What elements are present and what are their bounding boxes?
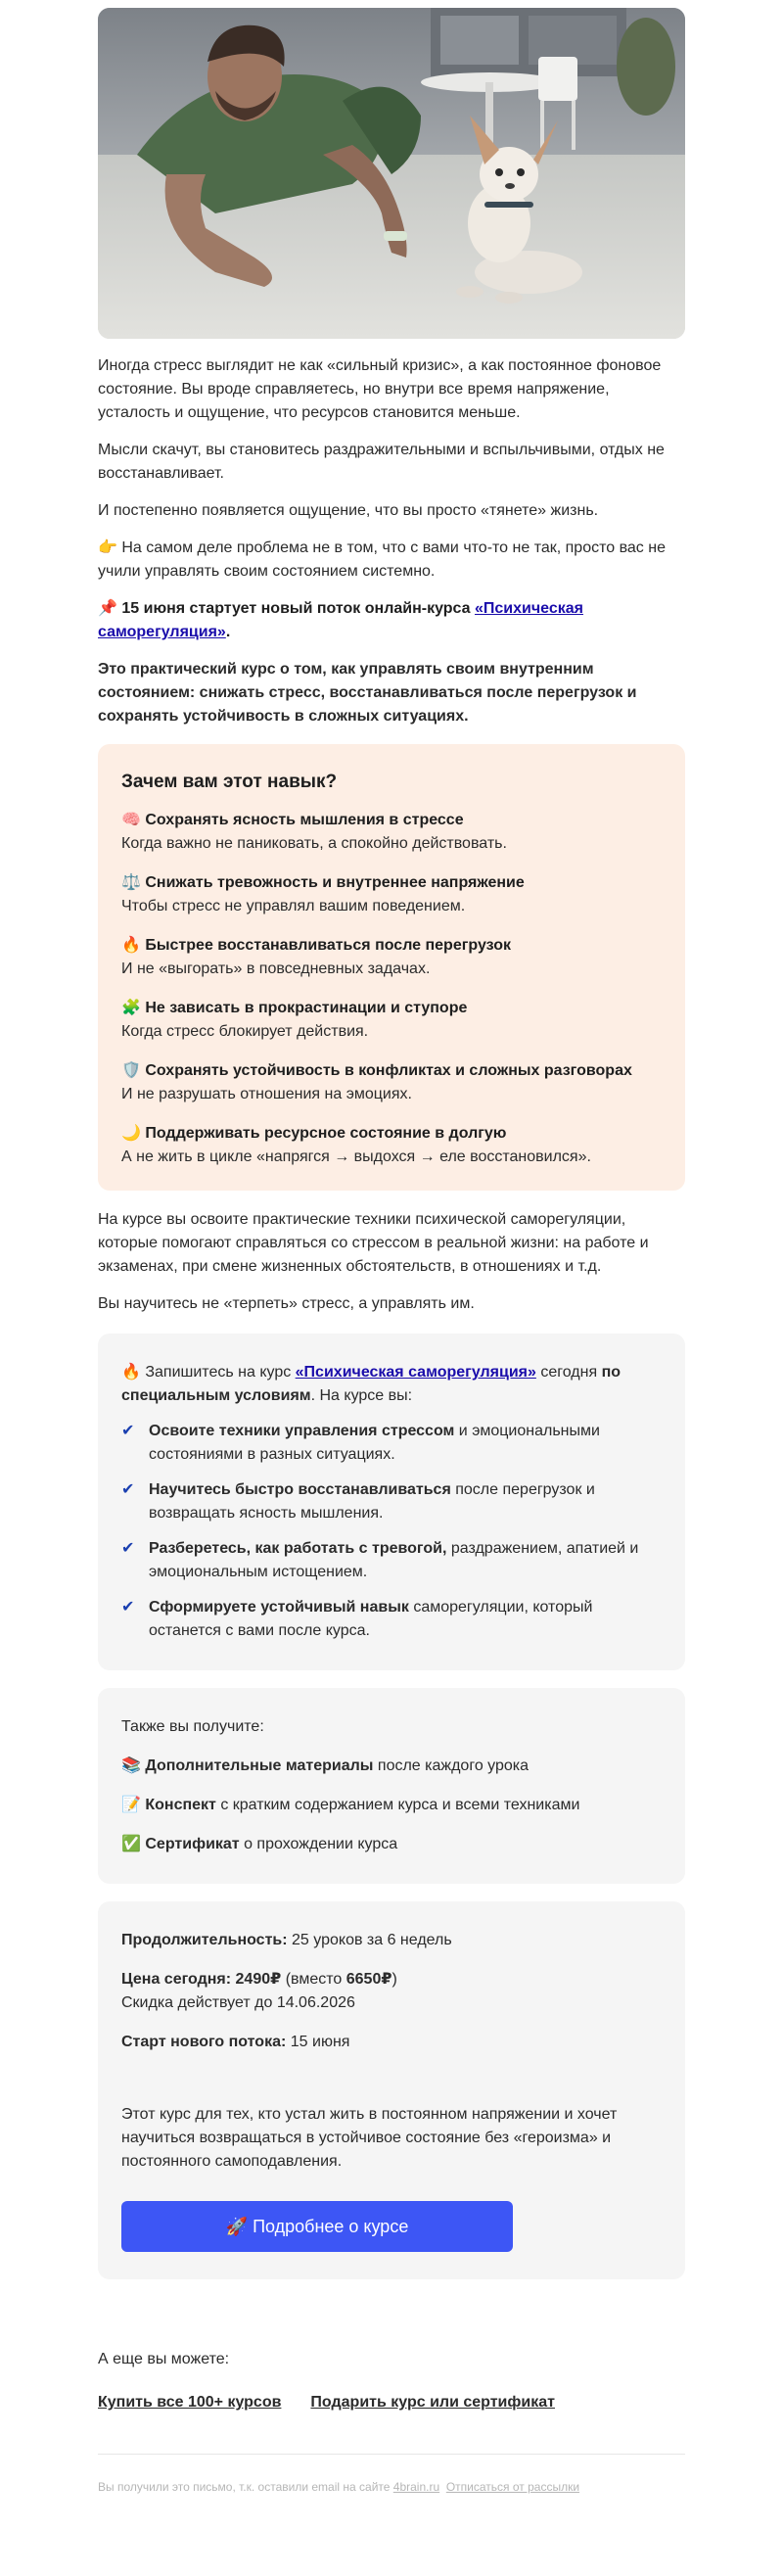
price-row [121, 1968, 662, 2015]
why-item-title: ⚖️ Снижать тревожность и внутреннее напряжение [121, 874, 525, 891]
outro-paragraph-1: На курсе вы освоите практические техники психической саморегуляции, которые помогают справляться со стрессом в реальной жизни: на работе и экзаменах, при смене жизненных обстоятельств, в отношениях и т.д. [98, 1211, 649, 1275]
benefit-rest: саморегуляции, который останется с вами после курса. [149, 1599, 593, 1639]
bonus-item [121, 1833, 662, 1856]
benefit-rest: после перегрузок и возвращать ясность мышления. [149, 1481, 595, 1522]
intro-paragraph-4: 👉 На самом деле проблема не в том, что с вами что-то не так, просто вас не учили управлять своим состоянием системно. [98, 539, 666, 580]
why-item-title: 🛡️ Сохранять устойчивость в конфликтах и сложных разговорах [121, 1062, 632, 1079]
more-links [98, 2391, 685, 2414]
benefit-row [121, 1420, 662, 1467]
signup-card [98, 1334, 685, 1670]
bonus-bold: Сертификат [145, 1836, 240, 1852]
course-highlight: Это практический курс о том, как управлять своим внутренним состоянием: снижать стресс, восстанавливаться после перегрузок и сохранять устойчивость в сложных ситуациях. [98, 661, 637, 725]
signup-special: по специальным условиям [121, 1364, 621, 1404]
why-item [121, 997, 662, 1044]
bonus-rest: о прохождении курса [239, 1836, 398, 1852]
hero-image [98, 8, 685, 339]
why-item-title: 🔥 Быстрее восстанавливаться после перегрузок [121, 937, 511, 954]
why-skill-title: Зачем вам этот навык? [121, 772, 338, 792]
bonus-rest: после каждого урока [373, 1757, 530, 1774]
why-item [121, 1122, 662, 1169]
announcement-lead: 📌 15 июня стартует новый поток онлайн-курса [98, 600, 475, 617]
why-item [121, 809, 662, 856]
audience-text: Этот курс для тех, кто устал жить в постоянном напряжении и хочет научиться возвращаться в устойчивое состояние без «героизма» и постоянного самоподавления. [121, 2106, 618, 2170]
signup-mid: сегодня [535, 1364, 602, 1381]
benefit-rest: раздражением, апатией и эмоциональным истощением. [149, 1540, 639, 1580]
start-label: Старт нового потока: [121, 2034, 287, 2050]
signup-lead: 🔥 Запишитесь на курс [121, 1364, 296, 1381]
benefit-bold: Освоите техники управления стрессом [149, 1423, 455, 1439]
announcement-tail: . [225, 624, 231, 640]
signup-course-link[interactable]: «Психическая саморегуляция» [295, 1364, 536, 1381]
duration-value: 25 уроков за 6 недель [287, 1932, 452, 1948]
why-item [121, 934, 662, 981]
more-title: А еще вы можете: [98, 2351, 230, 2367]
unsubscribe-link[interactable]: Отписаться от рассылки [445, 2480, 580, 2494]
benefit-bold: Научитесь быстро восстанавливаться [149, 1481, 451, 1498]
buy-all-courses-link[interactable]: Купить все 100+ курсов [98, 2394, 282, 2411]
email-body [98, 8, 685, 2515]
benefit-rest: и эмоциональными состояниями в разных ситуациях. [149, 1423, 600, 1463]
course-info-card [98, 1901, 685, 2279]
checkmark-icon: ✔ [121, 1540, 135, 1557]
signup-tail: . На курсе вы: [310, 1387, 413, 1404]
bonus-item [121, 1794, 662, 1817]
checkmark-icon: ✔ [121, 1599, 135, 1616]
footer [98, 2455, 685, 2515]
start-value: 15 июня [286, 2034, 350, 2050]
start-row [121, 2031, 662, 2054]
gift-course-link[interactable]: Подарить курс или сертификат [310, 2394, 555, 2411]
why-skill-card [98, 744, 685, 1191]
outro-paragraph-2: Вы научитесь не «терпеть» стресс, а управлять им. [98, 1295, 475, 1312]
price-label: Цена сегодня: 2490₽ [121, 1971, 282, 1988]
course-link[interactable]: «Психическая саморегуляция» [98, 600, 583, 640]
check-mark-icon: ✅ [121, 1836, 141, 1852]
checkmark-icon: ✔ [121, 1423, 135, 1439]
why-item [121, 871, 662, 918]
bonus-bold: Дополнительные материалы [145, 1757, 374, 1774]
why-item-desc: Когда стресс блокирует действия. [121, 1023, 369, 1040]
benefit-bold: Сформируете устойчивый навык [149, 1599, 409, 1616]
intro-paragraph-2: Мысли скачут, вы становитесь раздражительными и вспыльчивыми, отдых не восстанавливает. [98, 442, 665, 482]
why-item-desc: Когда важно не паниковать, а спокойно действовать. [121, 835, 507, 852]
why-item-desc: И не разрушать отношения на эмоциях. [121, 1086, 412, 1102]
course-announcement [98, 597, 685, 644]
hero-illustration [98, 8, 685, 339]
why-item-desc: А не жить в цикле «напрягся → выдохся → еле восстановился». [121, 1148, 591, 1165]
why-item-title: 🧠 Сохранять ясность мышления в стрессе [121, 812, 464, 828]
duration-row [121, 1929, 662, 1952]
intro-paragraph-1: Иногда стресс выглядит не как «сильный кризис», а как постоянное фоновое состояние. Вы вроде справляетесь, но внутри все время напряжение, усталость и ощущение, что ресурсов становится меньше. [98, 357, 662, 421]
price-close: ) [392, 1971, 397, 1988]
why-item-title: 🌙 Поддерживать ресурсное состояние в долгую [121, 1125, 507, 1142]
bonus-title: Также вы получите: [121, 1718, 264, 1735]
why-item-desc: Чтобы стресс не управлял вашим поведением. [121, 898, 466, 914]
benefit-row [121, 1478, 662, 1525]
bonus-bold: Конспект [145, 1797, 216, 1813]
bonus-rest: с кратким содержанием курса и всеми техниками [215, 1797, 580, 1813]
bonus-item [121, 1755, 662, 1778]
discount-note: Скидка действует до 14.06.2026 [121, 1994, 355, 2011]
intro-paragraph-3: И постепенно появляется ощущение, что вы просто «тянете» жизнь. [98, 502, 599, 519]
benefit-row [121, 1537, 662, 1584]
why-item-title: 🧩 Не зависать в прокрастинации и ступоре [121, 1000, 468, 1016]
memo-icon: 📝 [121, 1797, 141, 1813]
books-icon: 📚 [121, 1757, 141, 1774]
price-old: 6650₽ [345, 1971, 392, 1988]
footer-text: Вы получили это письмо, т.к. оставили email на сайте [98, 2480, 393, 2494]
checkmark-icon: ✔ [121, 1481, 135, 1498]
bonus-card [98, 1688, 685, 1884]
price-mid: (вместо [281, 1971, 346, 1988]
course-details-button[interactable]: 🚀 Подробнее о курсе [121, 2201, 513, 2252]
site-link[interactable]: 4brain.ru [392, 2480, 440, 2494]
why-item-desc: И не «выгорать» в повседневных задачах. [121, 960, 431, 977]
benefit-row [121, 1596, 662, 1643]
why-item [121, 1059, 662, 1106]
duration-label: Продолжительность: [121, 1932, 288, 1948]
signup-intro [121, 1361, 662, 1408]
benefit-bold: Разберетесь, как работать с тревогой, [149, 1540, 447, 1557]
